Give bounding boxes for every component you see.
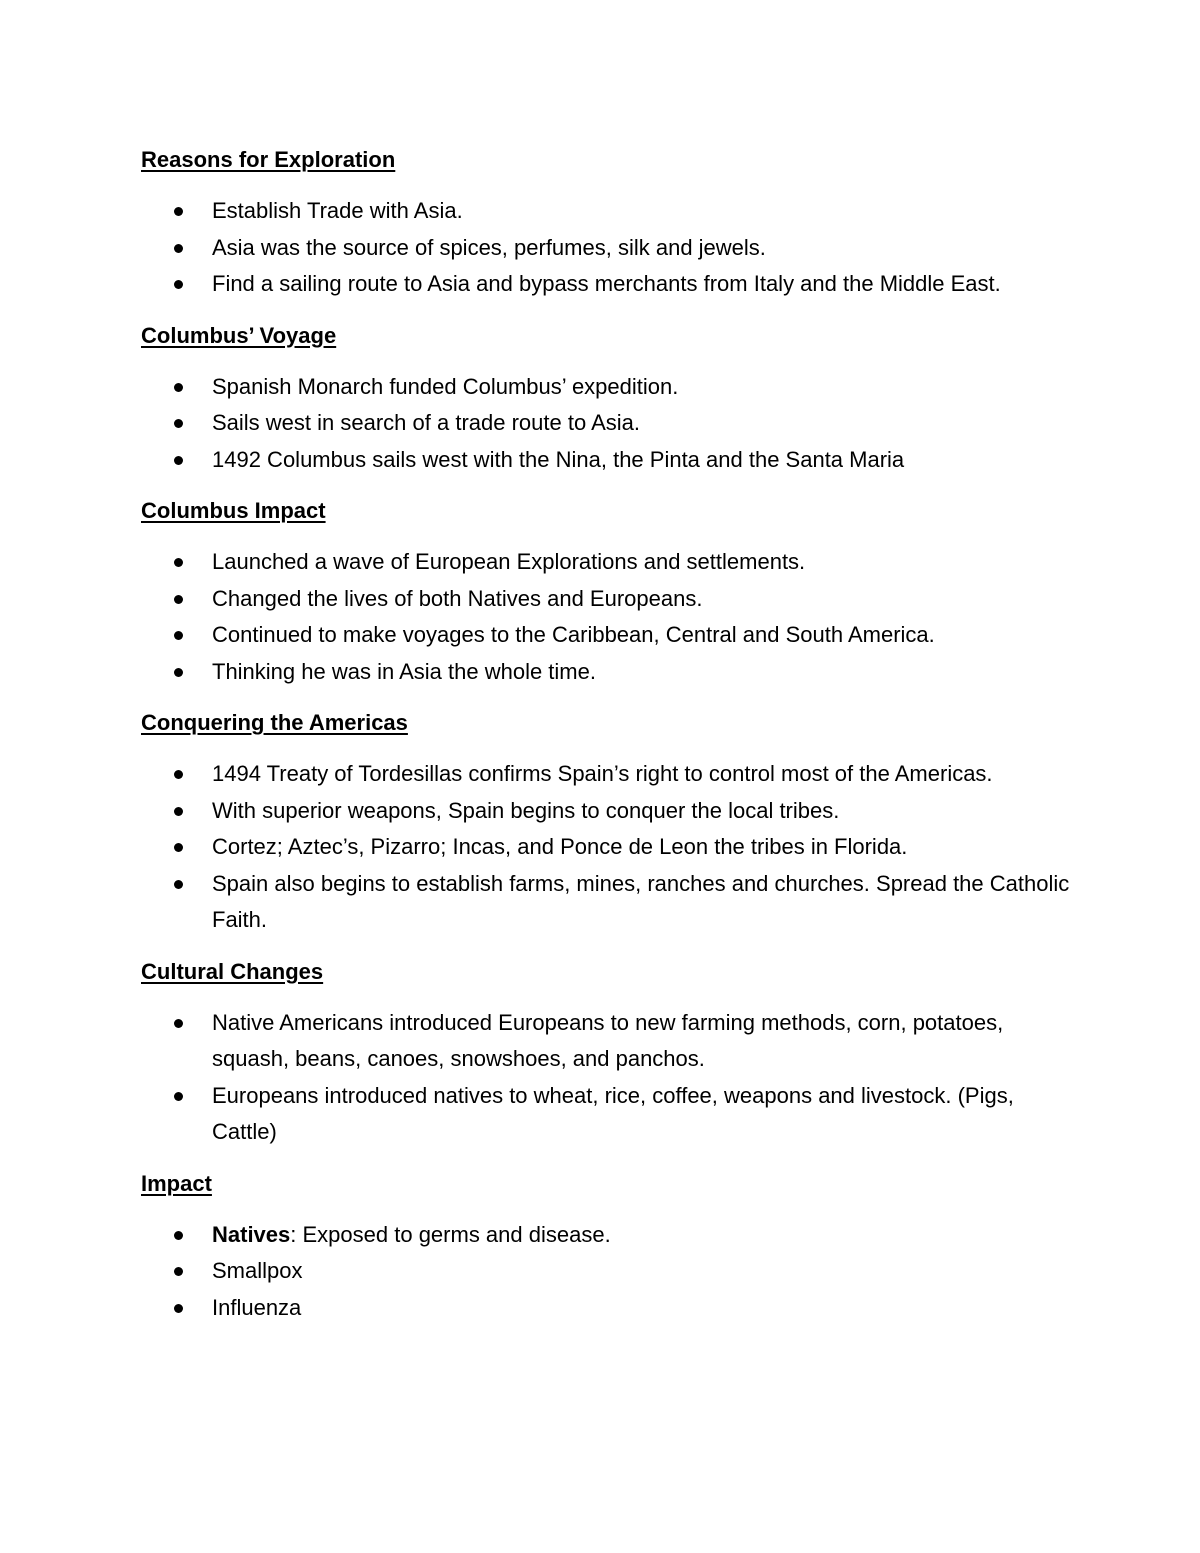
section-heading: Columbus’ Voyage <box>141 322 337 348</box>
list-item-text: Sails west in search of a trade route to Asia. <box>212 410 641 435</box>
bullet-list <box>141 1217 1071 1327</box>
bullet-icon <box>174 770 183 779</box>
list-item-text: Smallpox <box>212 1258 303 1283</box>
list-item-text: Thinking he was in Asia the whole time. <box>212 658 596 684</box>
bullet-icon <box>174 1304 183 1313</box>
list-item-text: Changed the lives of both Natives and Europeans. <box>212 585 703 611</box>
bullet-icon <box>174 280 183 289</box>
section-conquering-the-americas <box>141 705 1071 939</box>
list-item <box>141 793 1071 830</box>
section-heading: Columbus Impact <box>141 498 326 523</box>
list-item <box>141 756 1071 793</box>
bullet-icon <box>174 843 183 852</box>
list-item <box>141 193 1071 230</box>
list-item <box>141 544 1071 581</box>
section-heading: Conquering the Americas <box>141 710 408 735</box>
bullet-icon <box>174 807 183 816</box>
list-item <box>141 581 1071 618</box>
bullet-icon <box>174 1267 183 1276</box>
bullet-icon <box>174 207 183 216</box>
section-impact <box>141 1166 1071 1327</box>
bullet-icon <box>174 1231 183 1240</box>
list-item-text: Cortez; Aztec’s, Pizarro; Incas, and Ponce de Leon the tribes in Florida. <box>212 834 908 859</box>
bullet-list <box>141 756 1071 939</box>
list-item <box>141 442 1071 479</box>
list-item-text: Native Americans introduced Europeans to new farming methods, corn, potatoes, squash, beans, canoes, snowshoes, and panchos. <box>212 1009 1004 1071</box>
section-heading: Reasons for Exploration <box>141 147 396 172</box>
section-reasons-for-exploration <box>141 142 1071 303</box>
bullet-list <box>141 369 1071 479</box>
section-columbus-impact <box>141 493 1071 690</box>
list-item <box>141 1217 1071 1254</box>
bullet-icon <box>174 383 183 392</box>
list-item-text: Spain also begins to establish farms, mines, ranches and churches. Spread the Catholic Faith. <box>212 870 1070 932</box>
list-item-text: : Exposed to germs and disease. <box>290 1221 611 1247</box>
list-item-text: Continued to make voyages to the Caribbean, Central and South America. <box>212 622 935 647</box>
list-item <box>141 405 1071 442</box>
list-item <box>141 1253 1071 1290</box>
bullet-icon <box>174 631 183 640</box>
list-item-text: Europeans introduced natives to wheat, rice, coffee, weapons and livestock. (Pigs, Cattle) <box>212 1082 1014 1144</box>
list-item <box>141 1005 1071 1078</box>
section-heading: Impact <box>141 1170 212 1196</box>
section-heading: Cultural Changes <box>141 958 324 984</box>
list-item <box>141 369 1071 406</box>
bullet-icon <box>174 880 183 889</box>
list-item <box>141 654 1071 691</box>
list-item-text: Find a sailing route to Asia and bypass merchants from Italy and the Middle East. <box>212 271 1001 296</box>
list-item <box>141 1290 1071 1327</box>
bullet-list <box>141 193 1071 303</box>
section-columbus-voyage <box>141 318 1071 479</box>
bullet-icon <box>174 595 183 604</box>
section-cultural-changes <box>141 954 1071 1151</box>
bullet-icon <box>174 456 183 465</box>
list-item-text: Establish Trade with Asia. <box>212 198 463 223</box>
bullet-icon <box>174 1019 183 1028</box>
list-item-bold-lead: Natives <box>212 1221 291 1247</box>
list-item <box>141 829 1071 866</box>
list-item <box>141 266 1071 303</box>
list-item <box>141 866 1071 939</box>
bullet-list <box>141 1005 1071 1151</box>
bullet-icon <box>174 1092 183 1101</box>
list-item-text: Asia was the source of spices, perfumes, silk and jewels. <box>212 234 766 260</box>
list-item <box>141 230 1071 267</box>
bullet-icon <box>174 668 183 677</box>
list-item <box>141 1078 1071 1151</box>
document-page <box>141 142 1071 1341</box>
list-item <box>141 617 1071 654</box>
bullet-icon <box>174 244 183 253</box>
bullet-icon <box>174 558 183 567</box>
list-item-text: 1494 Treaty of Tordesillas confirms Spain’s right to control most of the Americas. <box>212 761 993 786</box>
list-item-text: Influenza <box>212 1294 302 1320</box>
bullet-icon <box>174 419 183 428</box>
list-item-text: Spanish Monarch funded Columbus’ expedition. <box>212 373 679 399</box>
list-item-text: 1492 Columbus sails west with the Nina, the Pinta and the Santa Maria <box>212 446 905 472</box>
list-item-text: Launched a wave of European Explorations and settlements. <box>212 549 806 574</box>
list-item-text: With superior weapons, Spain begins to conquer the local tribes. <box>212 797 840 823</box>
bullet-list <box>141 544 1071 690</box>
